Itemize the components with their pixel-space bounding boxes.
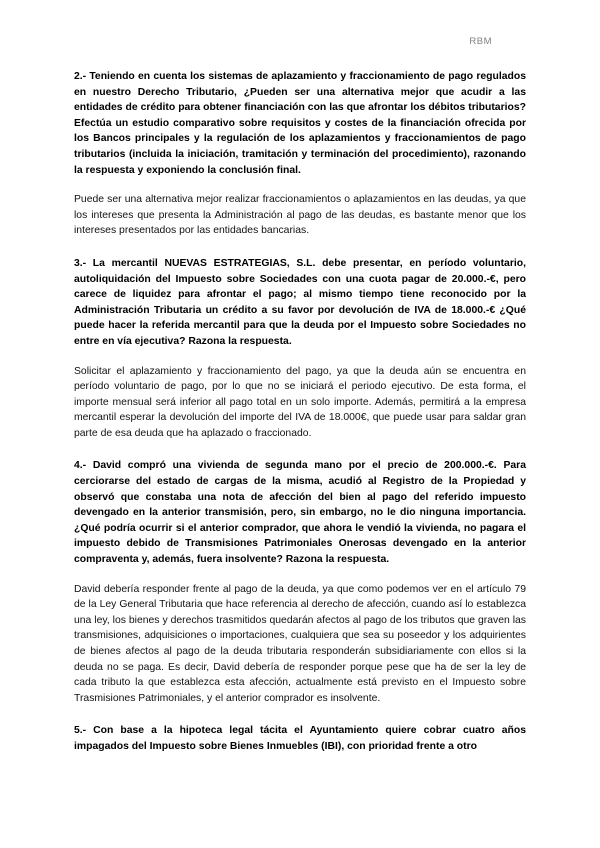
question-3: 3.- La mercantil NUEVAS ESTRATEGIAS, S.L. debe presentar, en período voluntario, autoliquidación del Impuesto sobre Sociedades con una cuota pagar de 20.000.-€, pero carece de liquidez para afrontar el pago; al mismo tiempo tiene reconocido por la Administración Tributaria un crédito a su favor por devolución de IVA de 18.000.-€ ¿Qué puede hacer la referida mercantil para que la deuda por el Impuesto sobre Sociedades no entre en vía ejecutiva? Razona la respuesta. [74, 257, 526, 347]
document-body [74, 69, 526, 769]
question-5: 5.- Con base a la hipoteca legal tácita el Ayuntamiento quiere cobrar cuatro años impagados del Impuesto sobre Bienes Inmuebles (IBI), con prioridad frente a otro [74, 725, 526, 752]
answer-2: Puede ser una alternativa mejor realizar fraccionamientos o aplazamientos en las deudas, ya que los intereses que presenta la Administración al pago de las deudas, es bastante menor que los intereses presentados por las entidades bancarias. [74, 194, 526, 237]
question-2: 2.- Teniendo en cuenta los sistemas de aplazamiento y fraccionamiento de pago regulados en nuestro Derecho Tributario, ¿Pueden ser una alternativa mejor que acudir a las entidades de crédito para obtener financiación con las que afrontar los débitos tributarios? Efectúa un estudio comparativo sobre requisitos y costes de la financiación ofrecida por los Bancos principales y la regulación de los aplazamientos y fraccionamientos de pago tributarios (incluida la iniciación, tramitación y terminación del procedimiento), razonando la respuesta y exponiendo la conclusión final. [74, 71, 526, 176]
answer-3: Solicitar el aplazamiento y fraccionamiento del pago, ya que la deuda aún se encuentra en período voluntario de pago, por lo que no se iniciará el periodo ejecutivo. De esta forma, el importe mensual será inferior all pago total en un solo importe. Además, permitirá a la empresa mercantil esperar la devolución del importe del IVA de 18.000€, que puede usar para saldar gran parte de esa deuda que ha aplazado o fraccionado. [74, 365, 526, 439]
answer-4: David debería responder frente al pago de la deuda, ya que como podemos ver en el artículo 79 de la Ley General Tributaria que hace referencia al derecho de afección, cuando así lo establezca una ley, los bienes y derechos trasmitidos quedarán afectos al pago de los tributos que graven las transmisiones, adquisiciones o importaciones, cualquiera que sea su poseedor y los adquirientes de bienes afectos al pago de la deuda tributaria responderán subsidiariamente con ellos si la deuda no se paga. Es decir, David debería de responder porque pese que ha de ser la ley de cada tributo la que establezca esta afección, actualmente está previsto en el Impuesto sobre Trasmisiones Patrimoniales, y el anterior comprador es insolvente. [74, 583, 526, 704]
question-4: 4.- David compró una vivienda de segunda mano por el precio de 200.000.-€. Para cerciorarse del estado de cargas de la misma, acudió al Registro de la Propiedad y observó que constaba una nota de afección del bien al pago del referido impuesto devengado en la anterior transmisión, pero, sin embargo, no le dio ninguna importancia. ¿Qué podría ocurrir si el anterior comprador, que ahora le vendió la vivienda, no pagara el impuesto debido de Transmisiones Patrimoniales Onerosas devengado en la anterior compraventa y, además, fuera insolvente? Razona la respuesta. [74, 460, 526, 566]
header-initials: RBM [469, 36, 492, 47]
